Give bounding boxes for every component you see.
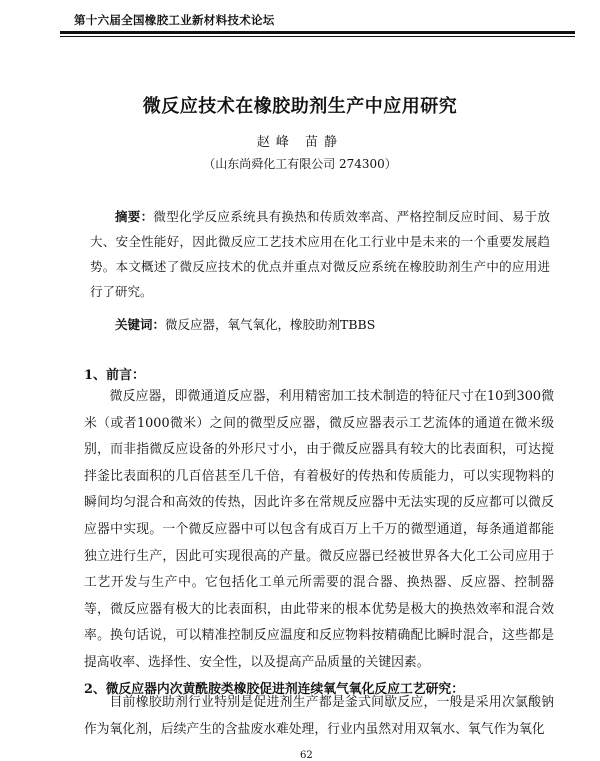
section-2-paragraph: 目前橡胶助剂行业特别是促进剂生产都是釜式间歇反应，一般是采用次氯酸钠作为氧化剂，后续产生的含盐废水难处理，行业内虽然对用双氧水、氧气作为氧化 bbox=[84, 695, 554, 737]
paper-authors: 赵峰 苗静 bbox=[256, 135, 344, 150]
paper-title: 微反应技术在橡胶助剂生产中应用研究 bbox=[142, 96, 458, 117]
section-2-heading: 2、微反应器内次黄酰胺类橡胶促进剂连续氧气氧化反应工艺研究： bbox=[84, 682, 465, 697]
abstract bbox=[90, 204, 550, 304]
section-1-paragraph: 微反应器，即微通道反应器，利用精密加工技术制造的特征尺寸在10到300微米（或者1000微米）之间的微型反应器，微反应器表示工艺流体的通道在微米级别，而非指微反应设备的外形尺寸小，由于微反应器具有较大的比表面积，可达搅拌釜比表面积的几百倍甚至几千倍，有着极好的传热和传质能力，可以实现物料的瞬间均匀混合和高效的传热，因此许多在常规反应器中无法实现的反应都可以微反应器中实现。一个微反应器中可以包含有成百万上千万的微型通道，每条通道都能独立进行生产，因此可实现很高的产量。微反应器已经被世界各大化工公司应用于工艺开发与生产中。它包括化工单元所需要的混合器、换热器、反应器、控制器等，微反应器有极大的比表面积，由此带来的根本优势是极大的换热效率和混合效率。换句话说，可以精准控制反应温度和反应物料按精确配比瞬时混合，这些都是提高收率、选择性、安全性，以及提高产品质量的关键因素。 bbox=[84, 389, 554, 670]
abstract-text: 微型化学反应系统具有换热和传质效率高、严格控制反应时间、易于放大、安全性能好，因此微反应工艺技术应用在化工行业中是未来的一个重要发展趋势。本文概述了微反应技术的优点并重点对微反应系统在橡胶助剂生产中的应用进行了研究。 bbox=[90, 209, 550, 299]
abstract-label: 摘要： bbox=[115, 209, 154, 224]
header-rule-thin bbox=[60, 36, 575, 37]
keywords-label: 关键词： bbox=[115, 317, 166, 332]
keywords-text: 微反应器，氧气氧化，橡胶助剂TBBS bbox=[165, 317, 376, 332]
paper-affiliation: （山东尚舜化工有限公司 274300） bbox=[203, 157, 397, 171]
header-rule-thick bbox=[60, 31, 575, 34]
running-header: 第十六届全国橡胶工业新材料技术论坛 bbox=[74, 13, 275, 27]
page-number: 62 bbox=[300, 750, 313, 761]
keywords bbox=[90, 312, 550, 337]
section-1-heading: 1、前言： bbox=[84, 368, 146, 383]
